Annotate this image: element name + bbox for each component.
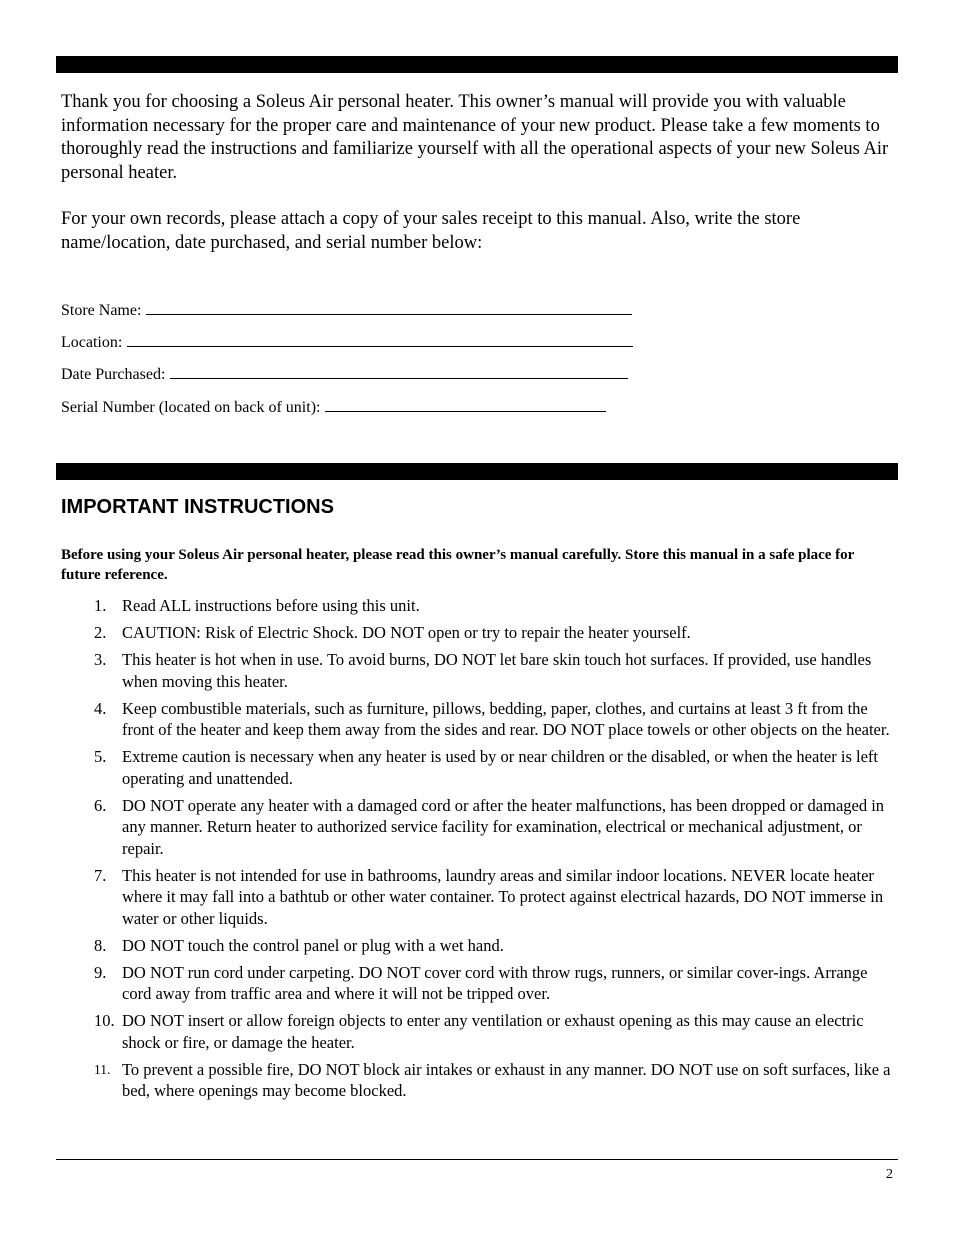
- list-item: [61, 746, 893, 789]
- instruction-list: [61, 595, 893, 1107]
- field-label: Serial Number (located on back of unit):: [61, 399, 321, 416]
- section-divider-bar: [56, 56, 898, 73]
- item-number: 7.: [94, 865, 107, 885]
- footer-rule: [56, 1159, 898, 1160]
- field-label: Date Purchased:: [61, 366, 166, 383]
- section-heading: IMPORTANT INSTRUCTIONS: [61, 496, 334, 518]
- list-item: [61, 962, 893, 1005]
- field-label: Store Name:: [61, 302, 142, 319]
- item-text: DO NOT touch the control panel or plug with a wet hand.: [122, 935, 504, 955]
- item-number: 8.: [94, 935, 107, 955]
- field-label: Location:: [61, 334, 123, 351]
- item-text: DO NOT insert or allow foreign objects to enter any ventilation or exhaust opening as this may cause an electric shock or fire, or damage the heater.: [122, 1011, 864, 1052]
- list-item: [61, 595, 893, 617]
- store-name-field: [61, 300, 632, 321]
- item-number: 6.: [94, 795, 107, 815]
- date-purchased-field: [61, 364, 628, 385]
- write-in-line: [127, 332, 633, 347]
- write-in-line: [170, 364, 628, 379]
- list-item: [61, 1059, 893, 1102]
- item-number: 5.: [94, 747, 107, 766]
- item-number: 2.: [94, 623, 107, 642]
- item-text: DO NOT run cord under carpeting. DO NOT cover cord with throw rugs, runners, or similar cover-ings. Arrange cord away from traffic area and where it will not be tripped over.: [122, 962, 868, 1003]
- write-in-line: [325, 397, 606, 412]
- page-number: 2: [886, 1167, 893, 1182]
- item-number: 11.: [94, 1061, 111, 1077]
- item-text: DO NOT operate any heater with a damaged cord or after the heater malfunctions, has been dropped or damaged in any manner. Return heater to authorized service facility for examination, electrical or mechanical adjustment, or repair.: [122, 795, 885, 858]
- list-item: [61, 1010, 893, 1053]
- list-item: [61, 865, 893, 930]
- section-divider-bar: [56, 463, 898, 480]
- item-number: 3.: [94, 650, 107, 669]
- item-number: 1.: [94, 596, 107, 615]
- list-item: [61, 795, 893, 860]
- instructions-lead: Before using your Soleus Air personal heater, please read this owner’s manual carefully. Store this manual in a safe place for future reference.: [61, 547, 855, 583]
- item-text: Read ALL instructions before using this unit.: [122, 596, 420, 615]
- item-number: 9.: [94, 962, 107, 982]
- list-item: [61, 698, 893, 741]
- item-text: Keep combustible materials, such as furniture, pillows, bedding, paper, clothes, and curtains at least 3 ft from the front of the heater and keep them away from the sides and rear. DO NOT place towels or other objects on the heater.: [122, 698, 890, 739]
- item-text: This heater is hot when in use. To avoid burns, DO NOT let bare skin touch hot surfaces. If provided, use handles when moving this heater.: [122, 650, 872, 691]
- item-text: To prevent a possible fire, DO NOT block air intakes or exhaust in any manner. DO NOT use on soft surfaces, like a bed, where openings may become blocked.: [122, 1059, 891, 1100]
- records-paragraph: For your own records, please attach a copy of your sales receipt to this manual. Also, write the store name/location, date purchased, and serial number below:: [61, 209, 801, 253]
- item-text: This heater is not intended for use in bathrooms, laundry areas and similar indoor locations. NEVER locate heater where it may fall into a bathtub or other water container. To protect against electrical hazards, DO NOT immerse in water or other liquids.: [122, 865, 884, 928]
- write-in-line: [146, 300, 632, 315]
- item-text: Extreme caution is necessary when any heater is used by or near children or the disabled, or when the heater is left operating and unattended.: [122, 747, 878, 788]
- list-item: [61, 622, 893, 644]
- item-number: 4.: [94, 698, 107, 718]
- item-number: 10.: [94, 1011, 115, 1030]
- location-field: [61, 332, 633, 353]
- serial-number-field: [61, 397, 606, 418]
- item-text: CAUTION: Risk of Electric Shock. DO NOT open or try to repair the heater yourself.: [122, 623, 691, 642]
- intro-paragraph: Thank you for choosing a Soleus Air personal heater. This owner’s manual will provide you with valuable information necessary for the proper care and maintenance of your new product. Please take a few moments to thoroughly read the instructions and familiarize yourself with all the operational aspects of your new Soleus Air personal heater.: [61, 92, 889, 183]
- list-item: [61, 935, 893, 957]
- list-item: [61, 649, 893, 692]
